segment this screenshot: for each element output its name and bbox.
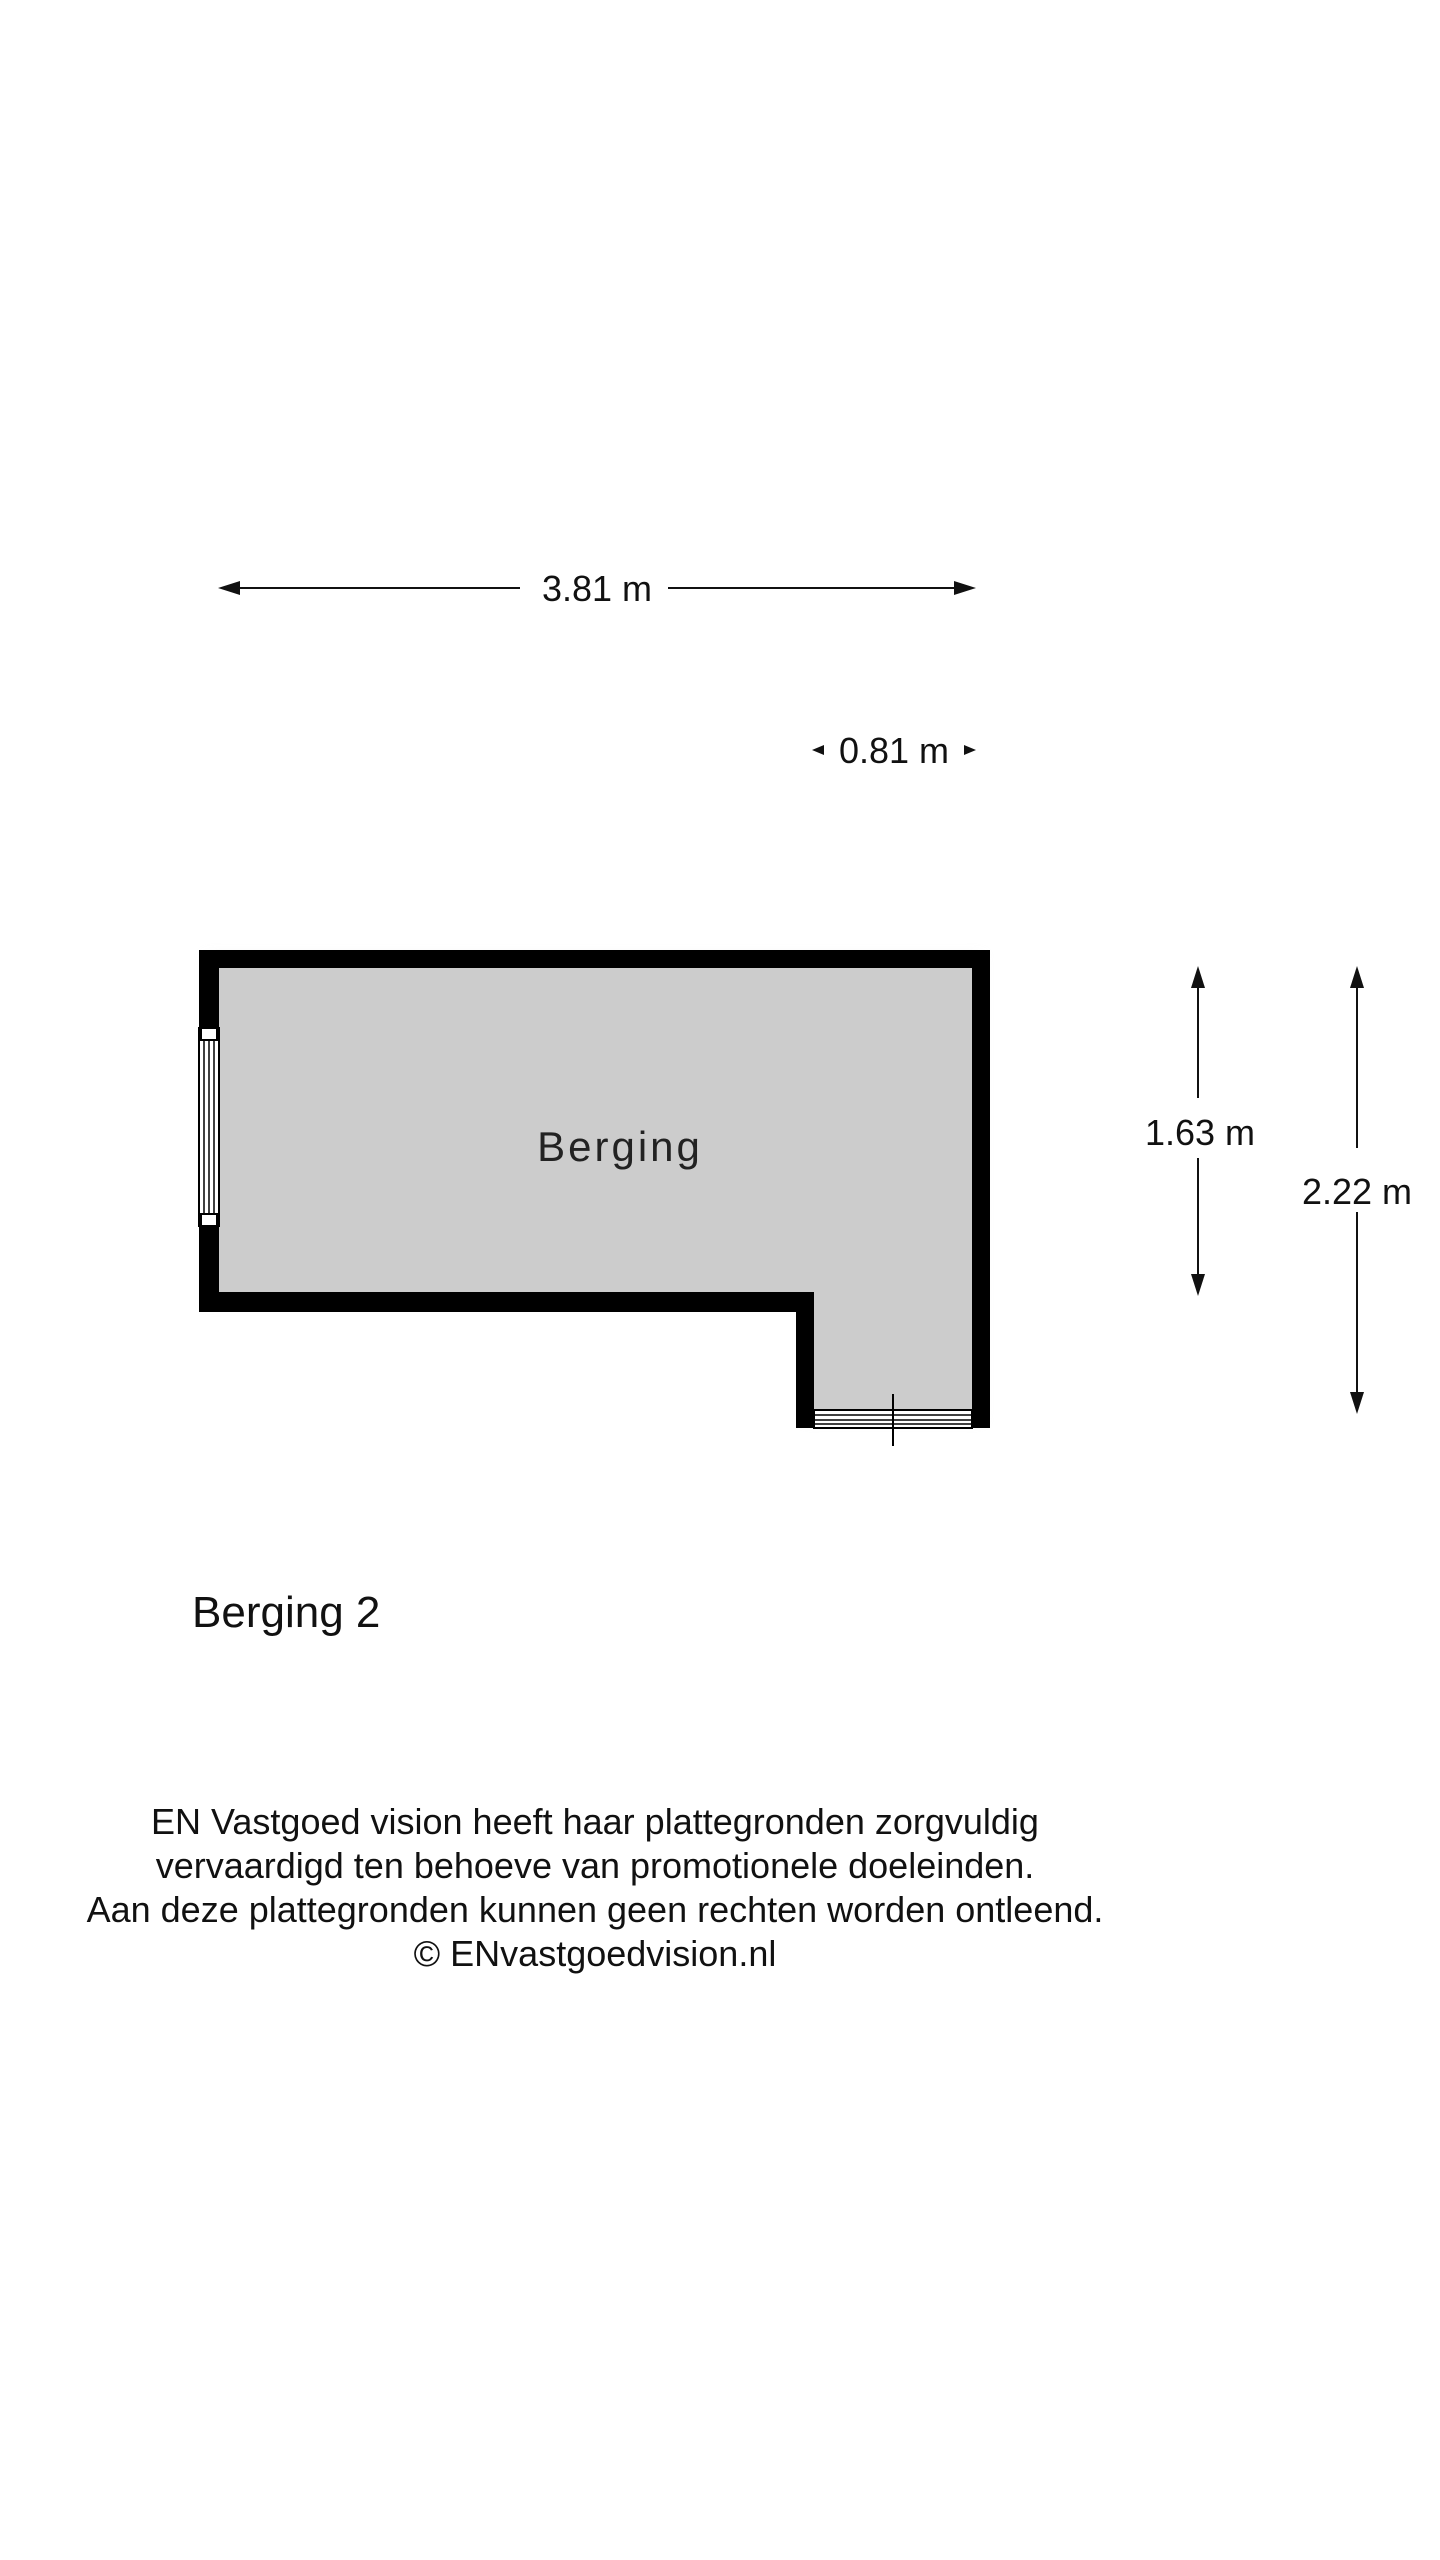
dimension-total-height-label: 2.22 m [1301,1171,1413,1212]
copyright-line: © ENvastgoedvision.nl [413,1933,777,1974]
arrow-left-icon [812,745,824,755]
dimension-total-width-label: 3.81 m [541,568,653,609]
dimension-partial-width-label: 0.81 m [838,730,950,771]
room-label: Berging [537,1123,703,1170]
arrow-left-icon [218,581,240,595]
disclaimer [0,1800,1190,1976]
window-left [199,1028,219,1226]
arrow-right-icon [964,745,976,755]
disclaimer-line: vervaardigd ten behoeve van promotionele doeleinden. [155,1845,1035,1886]
dimension-partial-height-label: 1.63 m [1144,1112,1256,1153]
arrow-right-icon [954,581,976,595]
arrow-up-icon [1191,966,1205,988]
arrow-down-icon [1350,1392,1364,1414]
disclaimer-line: Aan deze plattegronden kunnen geen rechten worden ontleend. [86,1889,1104,1930]
plan-title: Berging 2 [192,1588,381,1637]
arrow-down-icon [1191,1274,1205,1296]
dimension-total-height [1302,966,1412,1414]
arrow-up-icon [1350,966,1364,988]
room-floor-berging [219,968,972,1410]
disclaimer-line: EN Vastgoed vision heeft haar plattegronden zorgvuldig [151,1801,1039,1842]
dimension-total-width [218,568,976,609]
dimension-partial-height [1145,966,1255,1296]
dimension-partial-width [812,730,976,771]
